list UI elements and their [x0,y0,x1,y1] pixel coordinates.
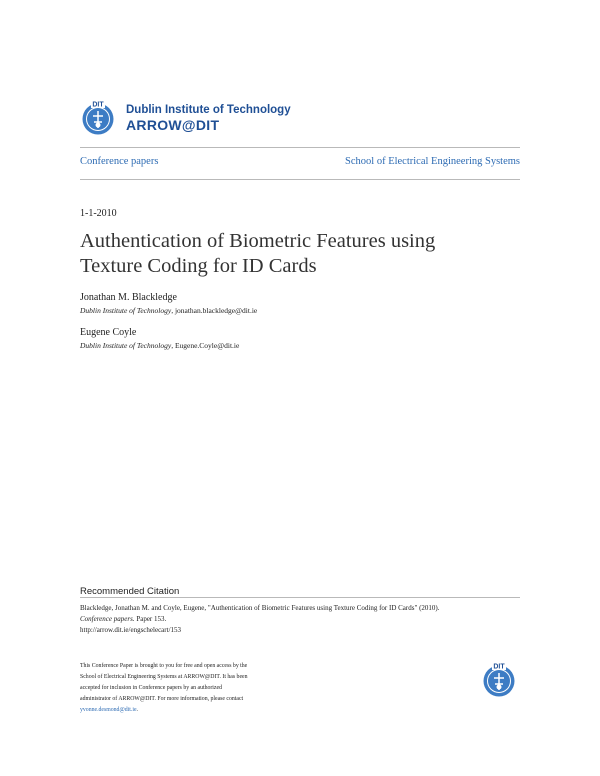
author-email: Eugene.Coyle@dit.ie [174,341,240,350]
conference-papers-link[interactable]: Conference papers [80,156,159,167]
notice-line: This Conference Paper is brought to you for free and open access by the [80,663,248,669]
author-affiliation: Dublin Institute of Technology, jonathan.blackledge@dit.ie [80,306,258,315]
citation-paper: Paper 153. [134,615,167,623]
divider-nav [80,179,520,180]
divider-top [80,147,520,148]
citation-line: Blackledge, Jonathan M. and Coyle, Eugene, "Authentication of Biometric Features using Texture Coding for ID Cards" (2010). [80,604,440,612]
publication-date: 1-1-2010 [80,208,117,219]
citation-source [80,614,530,625]
citation-url[interactable]: http://arrow.dit.ie/engschelecart/153 [80,626,182,634]
collection-nav [80,156,520,167]
access-notice [80,661,320,716]
notice-contact [80,705,320,716]
notice-line: administrator of ARROW@DIT. For more information, please contact [80,696,244,702]
notice-line: School of Electrical Engineering Systems at ARROW@DIT. It has been [80,674,248,680]
notice-end: . [136,707,138,713]
divider-citation [80,597,520,598]
citation-journal: Conference papers. [80,615,135,623]
affiliation-name: Dublin Institute of Technology [80,306,172,315]
institution-name: Dublin Institute of Technology [126,104,291,116]
logo-text: DIT [493,663,505,671]
citation-block [80,603,530,636]
repository-header [80,98,291,138]
affiliation-name: Dublin Institute of Technology [80,341,172,350]
author-name: Jonathan M. Blackledge [80,292,177,303]
paper-title: Authentication of Biometric Features using Texture Coding for ID Cards [80,230,436,277]
repository-name[interactable]: ARROW@DIT [126,117,220,133]
dit-logo-icon [80,98,116,138]
contact-email-link[interactable]: yvonne.desmond@dit.ie [80,707,137,713]
author-affiliation: Dublin Institute of Technology, Eugene.Coyle@dit.ie [80,341,240,350]
author-name: Eugene Coyle [80,327,137,338]
author-email: jonathan.blackledge@dit.ie [174,306,258,315]
notice-line: accepted for inclusion in Conference papers by an authorized [80,685,222,691]
school-link[interactable]: School of Electrical Engineering Systems [345,156,520,167]
dit-logo-footer-icon [481,660,517,700]
logo-text: DIT [92,101,104,109]
recommended-citation-heading: Recommended Citation [80,586,180,597]
